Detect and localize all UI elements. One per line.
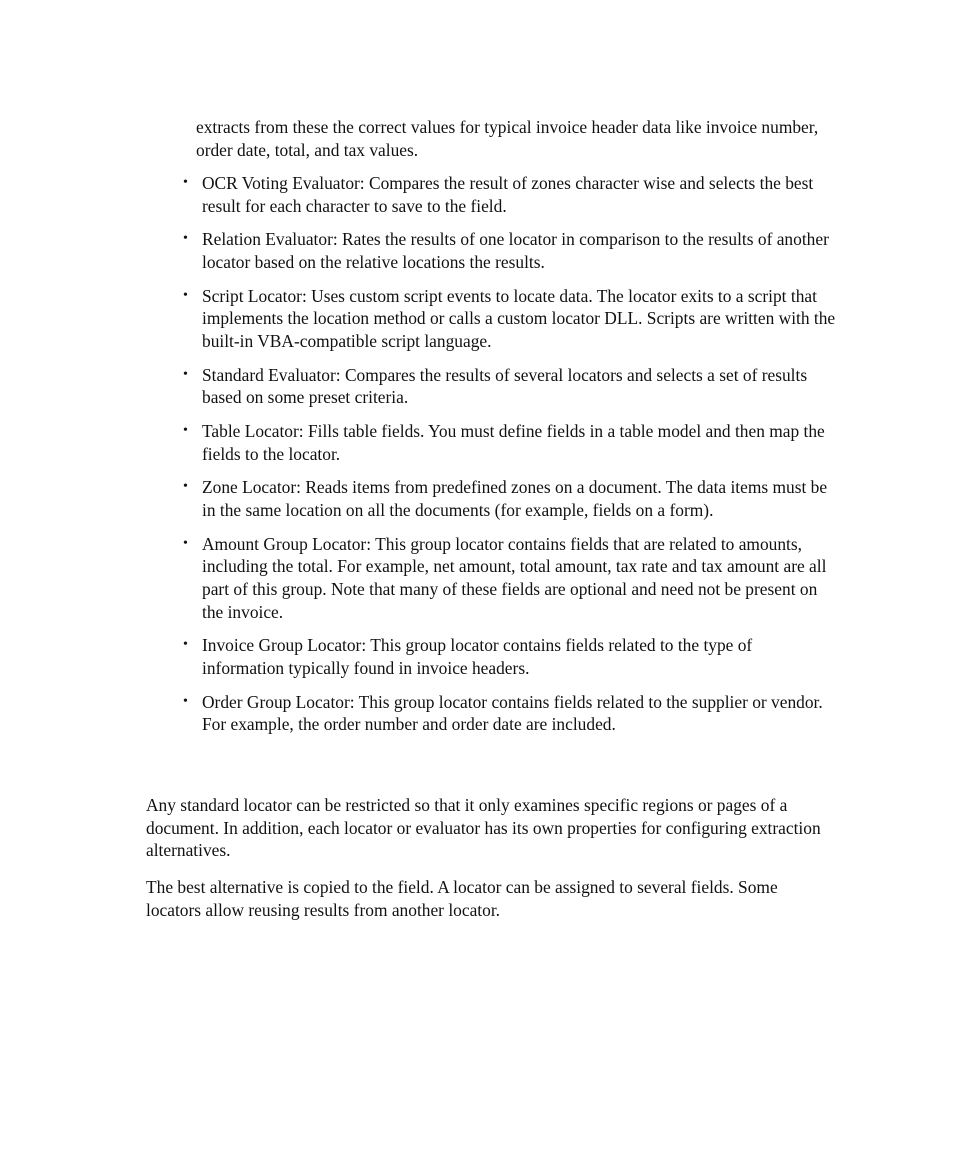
list-item-text: Script Locator: Uses custom script events to locate data. The locator exits to a script that implements the location method or calls a custom locator DLL. Scripts are written with the built-in VBA-compatible script language. bbox=[202, 285, 836, 351]
bullet-icon: • bbox=[183, 479, 188, 495]
list-item bbox=[183, 476, 836, 521]
continuation-text: extracts from these the correct values for typical invoice header data like invoice number, order date, total, and tax values. bbox=[196, 117, 819, 160]
locator-bullet-list bbox=[183, 172, 836, 747]
bullet-icon: • bbox=[183, 693, 188, 709]
bullet-icon: • bbox=[183, 366, 188, 382]
list-item bbox=[183, 228, 836, 273]
list-item-text: Standard Evaluator: Compares the results of several locators and selects a set of results based on some preset criteria. bbox=[202, 364, 808, 408]
list-item bbox=[183, 172, 836, 217]
bullet-icon: • bbox=[183, 423, 188, 439]
body-paragraph-best-alternative: The best alternative is copied to the field. A locator can be assigned to several fields. Some locators allow reusing results from another locator. bbox=[146, 877, 778, 920]
list-item bbox=[183, 634, 836, 679]
bullet-icon: • bbox=[183, 287, 188, 303]
bullet-icon: • bbox=[183, 637, 188, 653]
list-item-text: Invoice Group Locator: This group locator contains fields related to the type of information typically found in invoice headers. bbox=[202, 635, 753, 678]
body-paragraph-restriction: Any standard locator can be restricted so that it only examines specific regions or pages of a document. In addition, each locator or evaluator has its own properties for configuring extraction alternatives. bbox=[146, 795, 821, 861]
list-item-text: Zone Locator: Reads items from predefined zones on a document. The data items must be in the same location on all the documents (for example, fields on a form). bbox=[202, 477, 828, 521]
bullet-icon: • bbox=[183, 175, 188, 190]
list-item-text: Relation Evaluator: Rates the results of one locator in comparison to the results of another locator based on the relative locations the results. bbox=[202, 229, 829, 272]
list-item bbox=[183, 285, 836, 353]
bullet-icon: • bbox=[183, 231, 188, 247]
list-item bbox=[183, 420, 836, 465]
list-item-text: Amount Group Locator: This group locator contains fields that are related to amounts, including the total. For example, net amount, total amount, tax rate and tax amount are all part of this group. Note that many of these fields are optional and need not be present on the invoice. bbox=[202, 533, 827, 622]
list-item bbox=[183, 533, 836, 623]
list-item bbox=[183, 364, 836, 409]
list-item-text: Table Locator: Fills table fields. You must define fields in a table model and then map the fields to the locator. bbox=[202, 421, 825, 464]
bullet-icon: • bbox=[183, 535, 188, 551]
list-item-text: Order Group Locator: This group locator contains fields related to the supplier or vendor. For example, the order number and order date are included. bbox=[202, 691, 823, 735]
list-item-text: OCR Voting Evaluator: Compares the result of zones character wise and selects the best result for each character to save to the field. bbox=[202, 173, 814, 216]
list-item bbox=[183, 691, 836, 736]
